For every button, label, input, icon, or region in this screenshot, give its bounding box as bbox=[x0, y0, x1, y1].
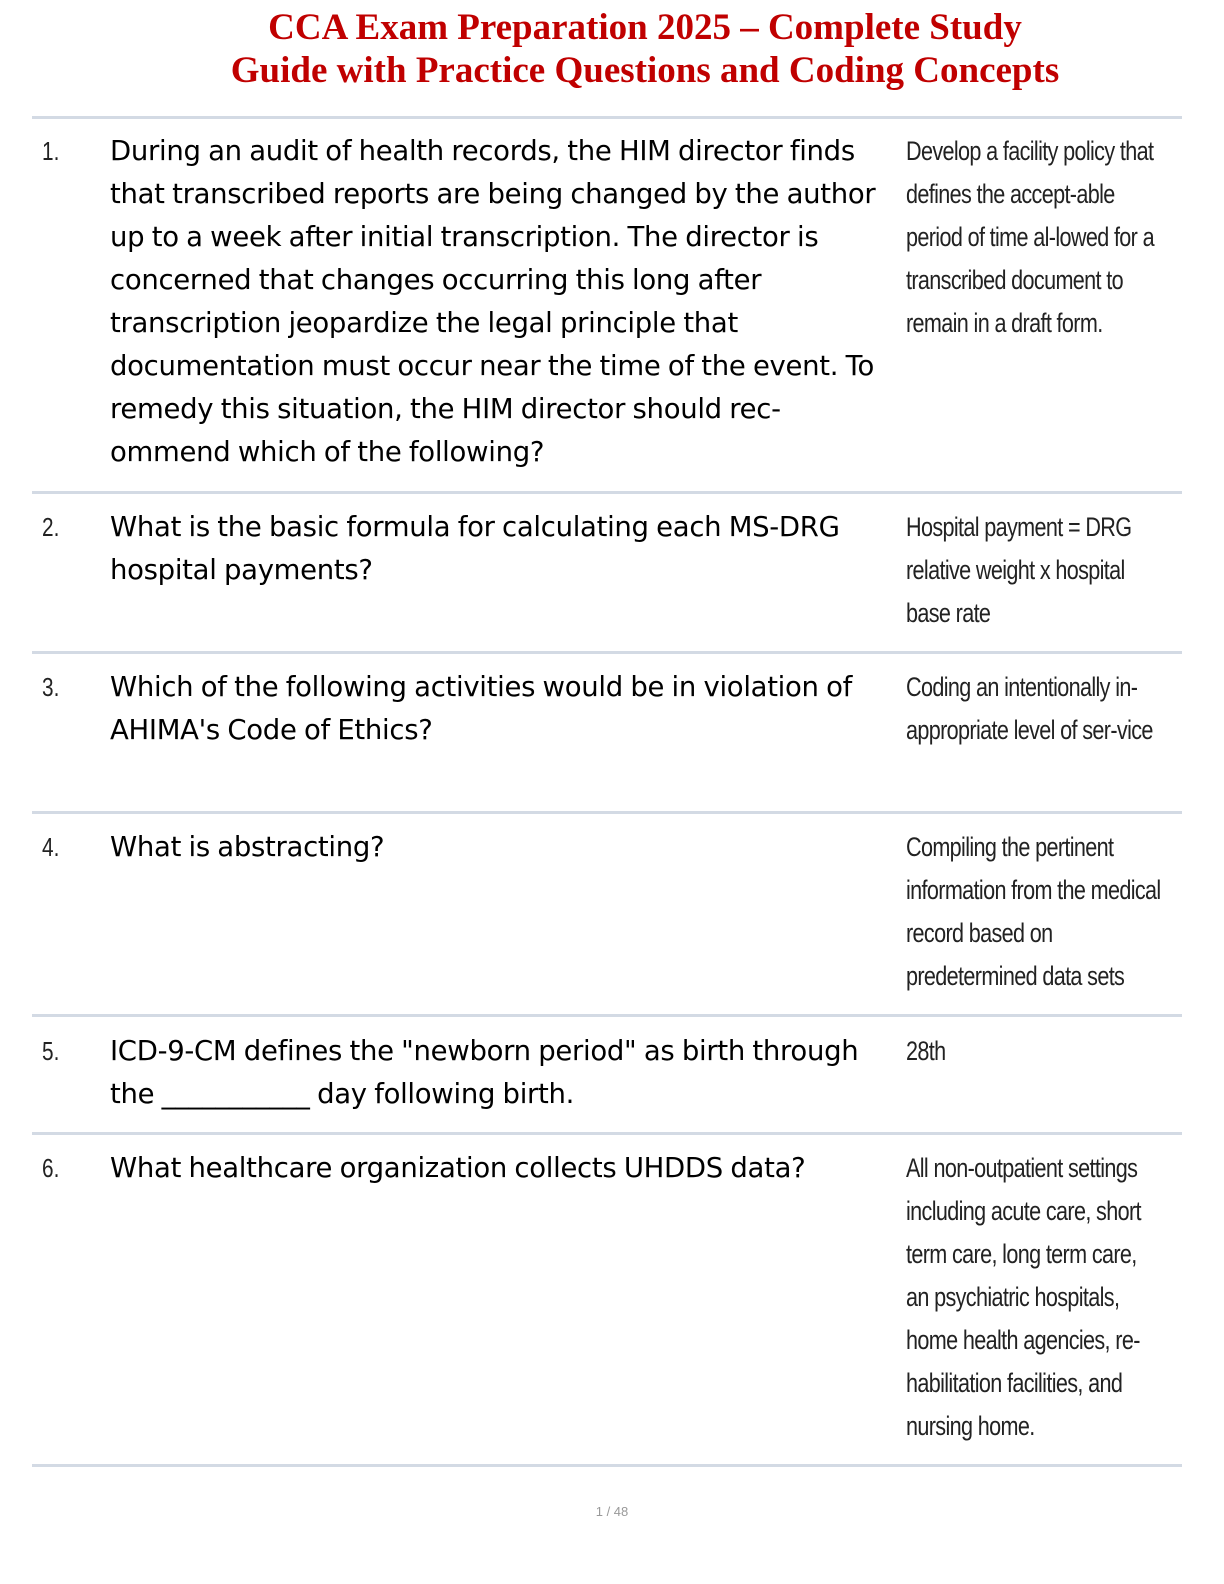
divider bbox=[32, 811, 1182, 814]
divider bbox=[32, 1132, 1182, 1135]
title-line-1: CCA Exam Preparation 2025 – Complete Study bbox=[268, 7, 1022, 48]
divider bbox=[32, 1464, 1182, 1467]
question-text: During an audit of health records, the HIM director finds that transcribed reports are being changed by the author up to a week after initial transcription. The director is concerned that changes occurring this long after transcription jeopardize the legal principle that documentation must occur near the time of the event. To remedy this situation, the HIM director should rec-ommend which of the following? bbox=[110, 135, 876, 468]
answer-text: Coding an intentionally in-appropriate level of ser-vice bbox=[906, 672, 1153, 745]
card-number: 4. bbox=[42, 832, 60, 862]
answer-text: Develop a facility policy that defines the accept-able period of time al-lowed for a transcribed document to remain in a draft form. bbox=[906, 136, 1154, 338]
card-number: 1. bbox=[42, 136, 60, 166]
document-title bbox=[0, 6, 1224, 92]
title-line-2: Guide with Practice Questions and Coding Concepts bbox=[230, 50, 1060, 91]
question-text: What is abstracting? bbox=[110, 831, 385, 863]
answer-text: 28th bbox=[906, 1036, 946, 1066]
card-number: 5. bbox=[42, 1036, 60, 1066]
question-text: What healthcare organization collects UHDDS data? bbox=[110, 1152, 806, 1184]
card-number: 3. bbox=[42, 672, 60, 702]
answer-text: Compiling the pertinent information from the medical record based on predetermined data sets bbox=[906, 832, 1161, 991]
answer-text: All non-outpatient settings including acute care, short term care, long term care, an psychiatric hospitals, home health agencies, re-habilitation facilities, and nursing home. bbox=[906, 1153, 1141, 1441]
divider bbox=[32, 1014, 1182, 1017]
divider bbox=[32, 116, 1182, 119]
question-text: Which of the following activities would be in violation of AHIMA's Code of Ethics? bbox=[110, 671, 853, 746]
page-indicator: 1 / 48 bbox=[595, 1504, 629, 1519]
divider bbox=[32, 491, 1182, 494]
question-text: ICD-9-CM defines the "newborn period" as birth through the ___________ day following birth. bbox=[110, 1035, 859, 1110]
divider bbox=[32, 651, 1182, 654]
card-number: 2. bbox=[42, 512, 60, 542]
answer-text: Hospital payment = DRG relative weight x hospital base rate bbox=[906, 512, 1132, 628]
question-text: What is the basic formula for calculating each MS-DRG hospital payments? bbox=[110, 511, 840, 586]
card-number: 6. bbox=[42, 1153, 60, 1183]
